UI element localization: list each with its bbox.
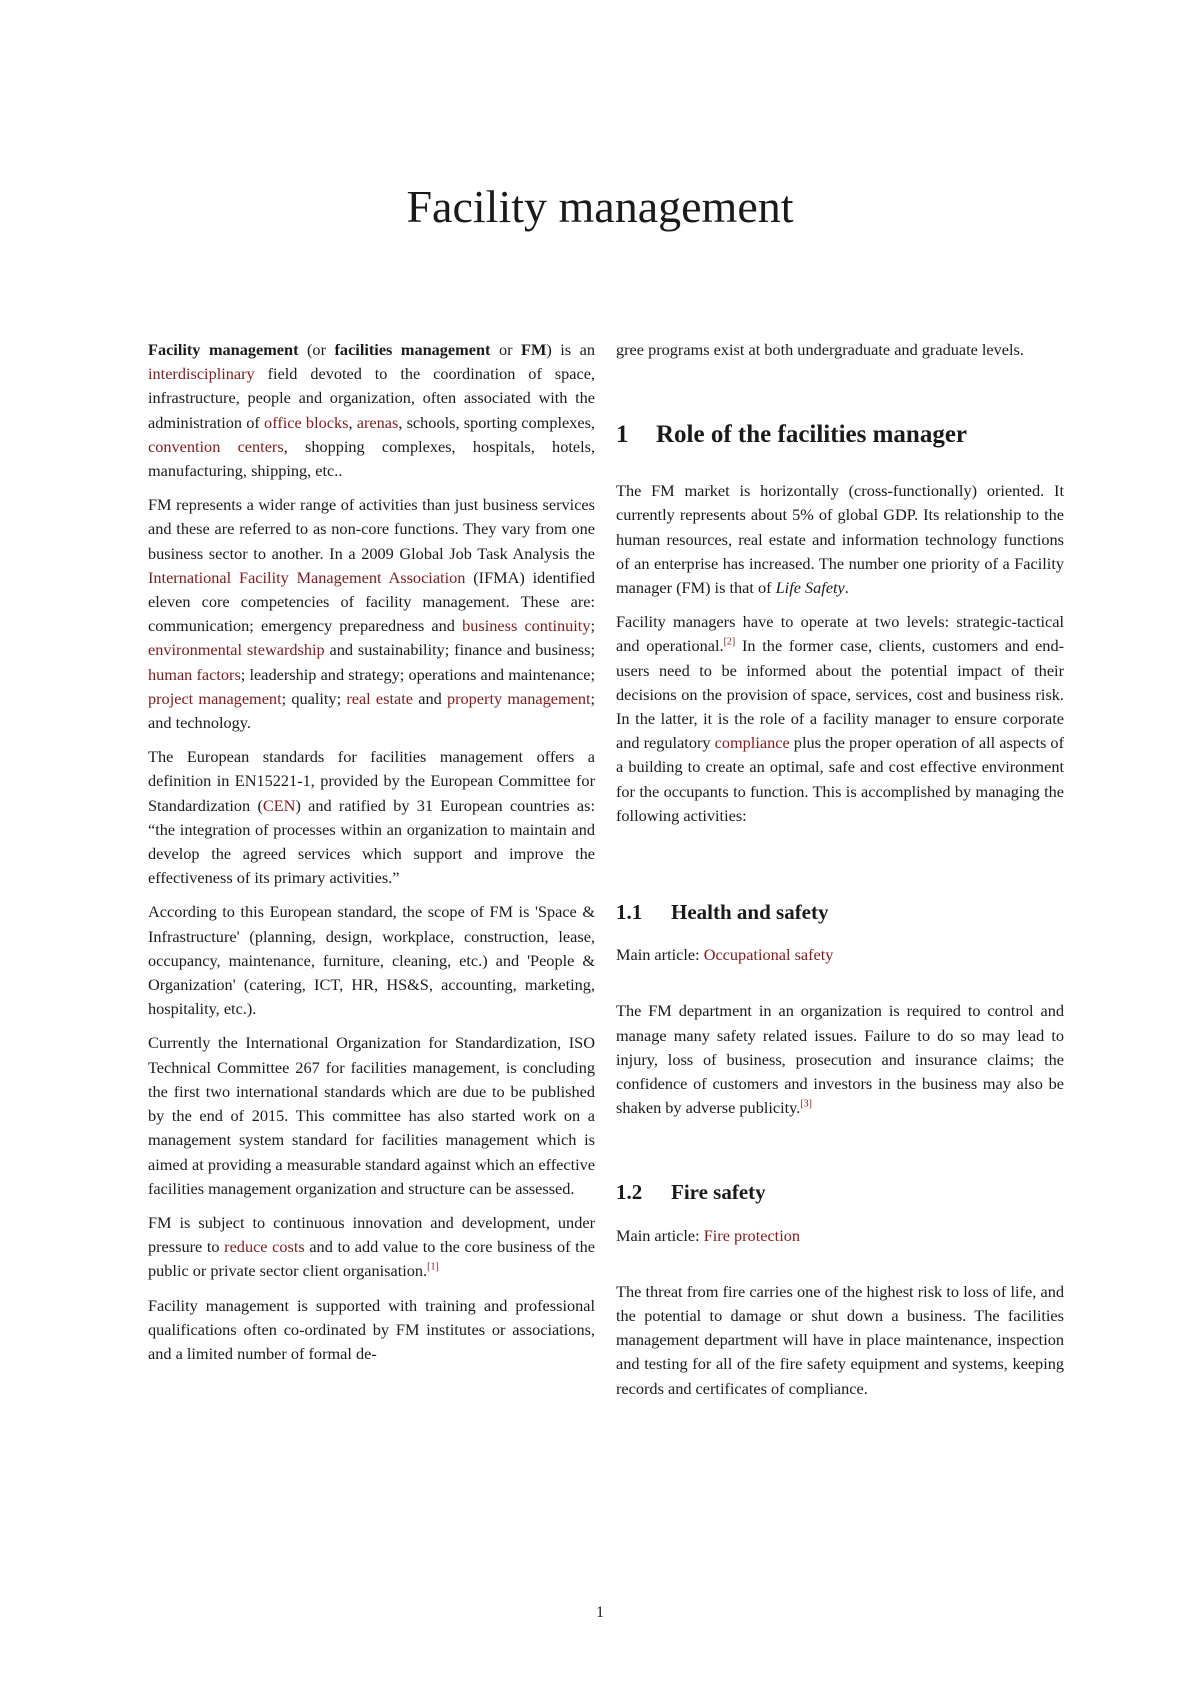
- link-business-continuity[interactable]: business continuity: [462, 616, 591, 636]
- link-arenas[interactable]: arenas: [356, 412, 399, 432]
- subsection-heading-health-safety: [616, 900, 1064, 925]
- term-bold: FM: [521, 340, 547, 359]
- section-number: 1: [616, 421, 629, 449]
- main-article-note: Main article: Fire protection: [616, 1225, 801, 1245]
- degree-paragraph-continued: gree programs exist at both undergraduate and graduate levels.: [616, 340, 1024, 359]
- link-real-estate[interactable]: real estate: [346, 688, 413, 708]
- iso-paragraph: Currently the International Organization for Standardization, ISO Technical Committee 267 for facilities management, is concluding the first two international standards which are due to be published by the end of 2015. This committee has also started work on a management system standard for facilities management which is aimed at providing a measurable standard against which an effective facilities management organization and structure can be assessed.: [148, 1033, 595, 1198]
- link-fire-protection[interactable]: Fire protection: [703, 1225, 801, 1245]
- citation-1[interactable]: [1]: [427, 1261, 439, 1273]
- section-title: Role of the facilities manager: [656, 421, 968, 449]
- citation-3[interactable]: [3]: [800, 1098, 812, 1110]
- term-bold: Facility management: [148, 340, 299, 359]
- link-convention-centers[interactable]: convention centers: [148, 436, 284, 456]
- page-title: Facility management: [406, 181, 794, 232]
- link-interdisciplinary[interactable]: interdisciplinary: [148, 364, 255, 384]
- right-column: [616, 338, 1064, 1411]
- subsection-heading-fire-safety: [616, 1180, 1064, 1205]
- section-heading-role: [616, 420, 1064, 450]
- link-environmental-stewardship[interactable]: environmental stewardship: [148, 640, 325, 660]
- european-standard-paragraph: The European standards for facilities management offers a definition in EN15221-1, provided by the European Committee for Standardization (CEN) and ratified by 31 European countries as: “the integration of processes within an organization to maintain and develop the agreed services which support and improve the effectiveness of its primary activities.”: [148, 747, 595, 888]
- subsection-number: 1.2: [616, 1180, 643, 1205]
- link-office-blocks[interactable]: office blocks: [264, 412, 349, 432]
- link-project-management[interactable]: project management: [148, 688, 282, 708]
- term-bold: facilities management: [334, 340, 491, 359]
- link-compliance[interactable]: compliance: [714, 733, 790, 753]
- subsection-number: 1.1: [616, 900, 643, 925]
- two-levels-paragraph: Facility managers have to operate at two levels: strategic-tactical and operational.[2] In the former case, clients, customers and end-users need to be informed about the potential impact of their decisions on the provision of space, services, cost and business risk. In the latter, it is the role of a facility manager to ensure corporate and regulatory compliance plus the proper operation of all aspects of a building to create an optimal, safe and cost effective environment for the occupants to function. This is accomplished by managing the following activities:: [616, 612, 1065, 825]
- link-reduce-costs[interactable]: reduce costs: [224, 1237, 305, 1257]
- health-safety-paragraph: The FM department in an organization is required to control and manage many safety related issues. Failure to do so may lead to injury, loss of business, prosecution and insurance claims; the confidence of customers and investors in the business may also be shaken by adverse publicity.[3]: [616, 1001, 1064, 1118]
- link-occupational-safety[interactable]: Occupational safety: [703, 945, 834, 965]
- link-human-factors[interactable]: human factors: [148, 664, 241, 684]
- subsection-title: Fire safety: [671, 1180, 766, 1205]
- fire-safety-paragraph: The threat from fire carries one of the highest risk to loss of life, and the potential to damage or shut down a business. The facilities management department will have in place maintenance, inspection and testing for all of the fire safety equipment and systems, keeping records and certificates of compliance.: [616, 1281, 1064, 1398]
- innovation-paragraph: FM is subject to continuous innovation and development, under pressure to reduce costs and to add value to the core business of the public or private sector client organisation.[1]: [148, 1212, 596, 1281]
- competencies-paragraph: FM represents a wider range of activities than just business services and these are referred to as non-core functions. They vary from one business sector to another. In a 2009 Global Job Task Analysis the International Facility Management Association (IFMA) identified eleven core competencies of facility management. These are: communication; emergency preparedness and business continuity; environmental stewardship and sustainability; finance and business; human factors; leadership and strategy; operations and maintenance; project management; quality; real estate and property management; and technology.: [148, 495, 596, 733]
- training-paragraph: Facility management is supported with training and professional qualifications often co-ordinated by FM institutes or associations, and a limited number of formal de-: [148, 1295, 595, 1363]
- left-column: [148, 338, 595, 1376]
- link-property-management[interactable]: property management: [446, 688, 591, 708]
- link-cen[interactable]: CEN: [262, 795, 296, 815]
- link-ifma[interactable]: International Facility Management Association: [148, 567, 466, 587]
- subsection-title: Health and safety: [671, 900, 829, 925]
- intro-paragraph: Facility management (or facilities management or FM) is an interdisciplinary field devoted to the coordination of space, infrastructure, people and organization, often associated with the administration of office blocks, arenas, schools, sporting complexes, convention centers, shopping complexes, hospitals, hotels, manufacturing, shipping, etc..: [148, 340, 596, 481]
- life-safety-emphasis: Life Safety: [775, 578, 845, 598]
- citation-2[interactable]: [2]: [723, 637, 736, 648]
- scope-paragraph: According to this European standard, the scope of FM is 'Space & Infrastructure' (planning, design, workplace, construction, lease, occupancy, maintenance, furniture, cleaning, etc.) and 'People & Organization' (catering, ICT, HR, HS&S, accounting, marketing, hospitality, etc.).: [148, 902, 595, 1019]
- main-article-note: Main article: Occupational safety: [616, 945, 834, 965]
- page-number: 1: [596, 1604, 604, 1621]
- market-paragraph: The FM market is horizontally (cross-functionally) oriented. It currently represents about 5% of global GDP. Its relationship to the human resources, real estate and information technology functions of an enterprise has increased. The number one priority of a Facility manager (FM) is that of Life Safety.: [616, 481, 1064, 598]
